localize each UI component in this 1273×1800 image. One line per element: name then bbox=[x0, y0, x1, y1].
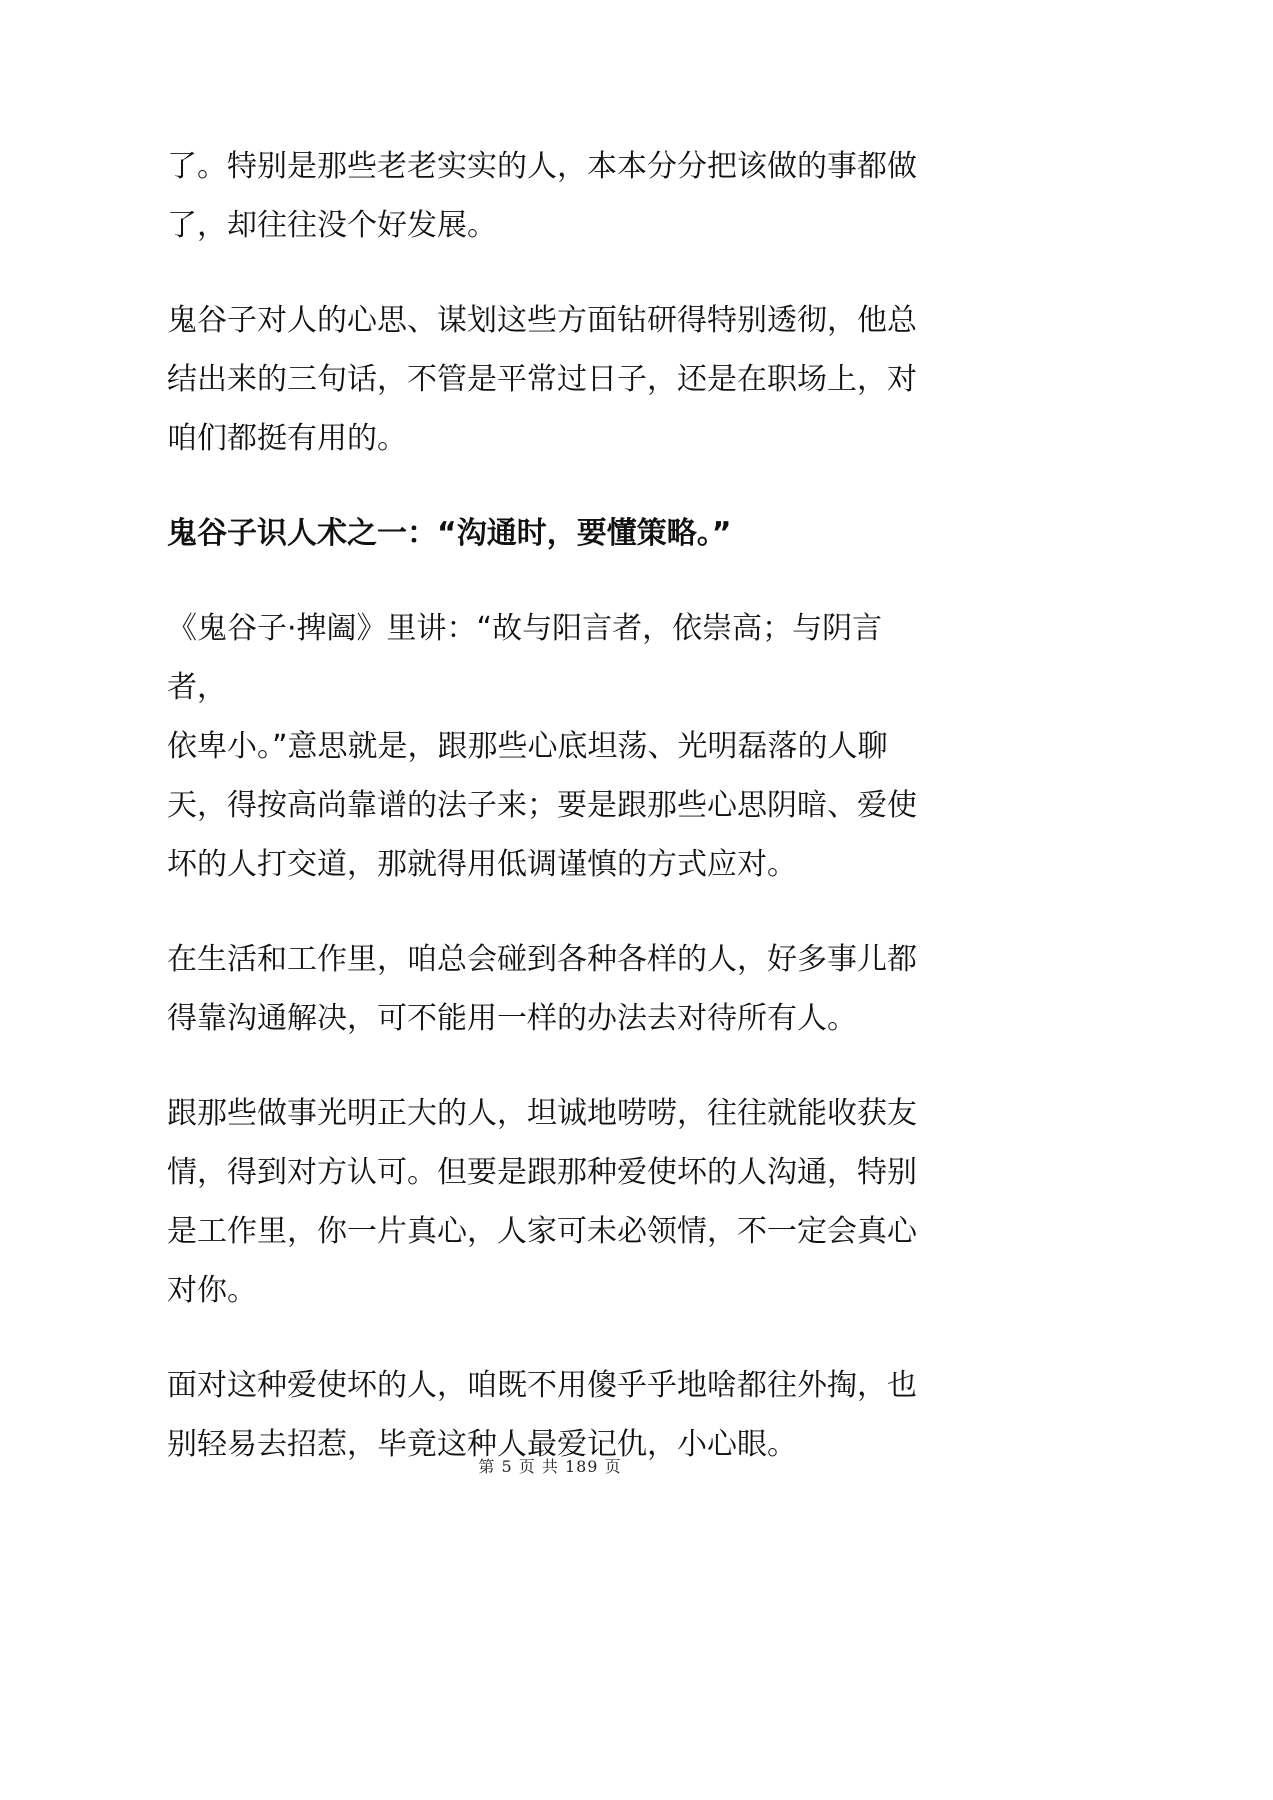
paragraph-2: 鬼谷子对人的心思、谋划这些方面钻研得特别透彻，他总 结出来的三句话，不管是平常过日子，还是在职场上，对 咱们都挺有用的。 bbox=[167, 303, 917, 456]
page-number-footer: 第 5 页 共 189 页 bbox=[478, 1457, 622, 1476]
paragraph-3: 《鬼谷子·捭阖》里讲：“故与阳言者，依崇高；与阴言者， 依卑小。”意思就是，跟那些心底坦荡、光明磊落的人聊 天，得按高尚靠谱的法子来；要是跟那些心思阴暗、爱使 坏的人打交道，那就得用低调谨慎的方式应对。 bbox=[167, 611, 917, 882]
document-body bbox=[167, 137, 942, 1510]
paragraph-4: 在生活和工作里，咱总会碰到各种各样的人，好多事儿都 得靠沟通解决，可不能用一样的办法去对待所有人。 bbox=[167, 942, 917, 1036]
section-heading: 鬼谷子识人术之一：“沟通时，要懂策略。” bbox=[167, 516, 732, 551]
paragraph-5: 跟那些做事光明正大的人，坦诚地唠唠，往往就能收获友 情，得到对方认可。但要是跟那种爱使坏的人沟通，特别 是工作里，你一片真心，人家可未必领情，不一定会真心 对你。 bbox=[167, 1096, 917, 1308]
paragraph-6: 面对这种爱使坏的人，咱既不用傻乎乎地啥都往外掏，也 别轻易去招惹，毕竟这种人最爱记仇，小心眼。 bbox=[167, 1368, 917, 1462]
paragraph-1: 了。特别是那些老老实实的人，本本分分把该做的事都做 了，却往往没个好发展。 bbox=[167, 149, 917, 243]
